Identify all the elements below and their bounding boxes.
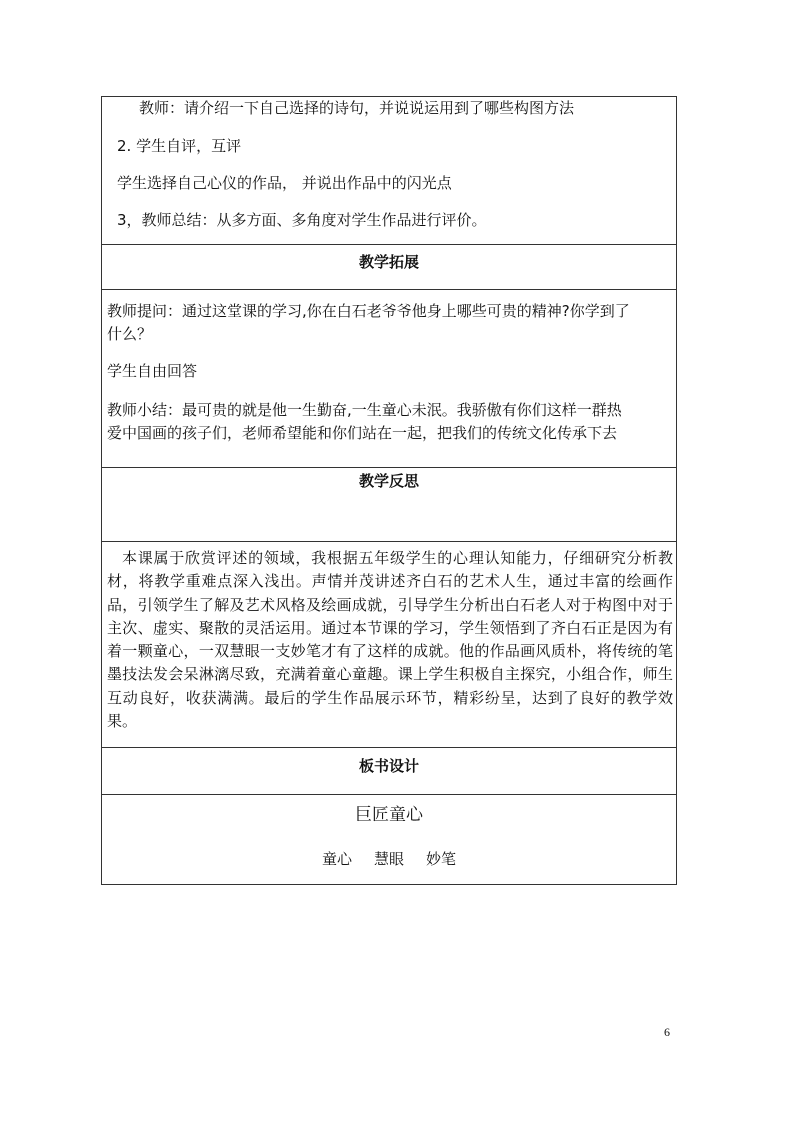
reflection-content — [102, 541, 676, 747]
intro-line-3: 学生选择自己心仪的作品， 并说出作品中的闪光点 — [117, 174, 452, 192]
question-line-1: 教师提问：通过这堂课的学习,你在白石老爷爷他身上哪些可贵的精神?你学到了 — [107, 302, 630, 320]
evaluation-section — [102, 97, 676, 244]
board-keyword-skilled-brush: 妙笔 — [426, 850, 457, 868]
extension-heading-row — [102, 244, 676, 289]
extension-heading: 教学拓展 — [358, 253, 419, 271]
intro-line-2: 2. 学生自评，互评 — [117, 137, 242, 155]
board-keyword-childlike-heart: 童心 — [321, 850, 352, 868]
board-keywords — [102, 849, 676, 869]
reflection-text: 本课属于欣赏评述的领域，我根据五年级学生的心理认知能力，仔细研究分析教材，将教学重难点深入浅出。声情并茂讲述齐白石的艺术人生，通过丰富的绘画作品，引领学生了解及艺术风格及绘画成就，引导学生分析出白石老人对于构图中对于主次、虚实、聚散的灵活运用。通过本节课的学习，学生领悟到了齐白石正是因为有着一颗童心，一双慧眼一支妙笔才有了这样的成就。他的作品画风质朴，将传统的笔墨技法发会呆淋漓尽致，充满着童心童趣。课上学生积极自主探究，小组合作，师生互动良好，收获满满。最后的学生作品展示环节，精彩纷呈，达到了良好的教学效果。 — [107, 549, 673, 731]
board-keyword-wise-eye: 慧眼 — [373, 850, 404, 868]
board-heading: 板书设计 — [358, 757, 419, 775]
board-heading-row — [102, 747, 676, 794]
extension-content — [102, 289, 676, 467]
summary-line-2: 爱中国画的孩子们，老师希望能和你们站在一起，把我们的传统文化传承下去 — [107, 424, 618, 442]
intro-line-1: 教师：请介绍一下自己选择的诗句，并说说运用到了哪些构图方法 — [139, 99, 575, 117]
question-line-2: 什么？ — [107, 325, 153, 343]
reflection-heading: 教学反思 — [358, 472, 419, 490]
intro-line-4: 3，教师总结：从多方面、多角度对学生作品进行评价。 — [117, 211, 487, 229]
lesson-plan-table — [101, 96, 677, 885]
student-answer: 学生自由回答 — [107, 362, 198, 380]
board-title: 巨匠童心 — [355, 805, 423, 825]
board-content — [102, 794, 676, 886]
reflection-heading-row — [102, 467, 676, 541]
summary-line-1: 教师小结：最可贵的就是他一生勤奋,一生童心未泯。我骄傲有你们这样一群热 — [107, 401, 622, 419]
page-number: 6 — [664, 1025, 670, 1039]
